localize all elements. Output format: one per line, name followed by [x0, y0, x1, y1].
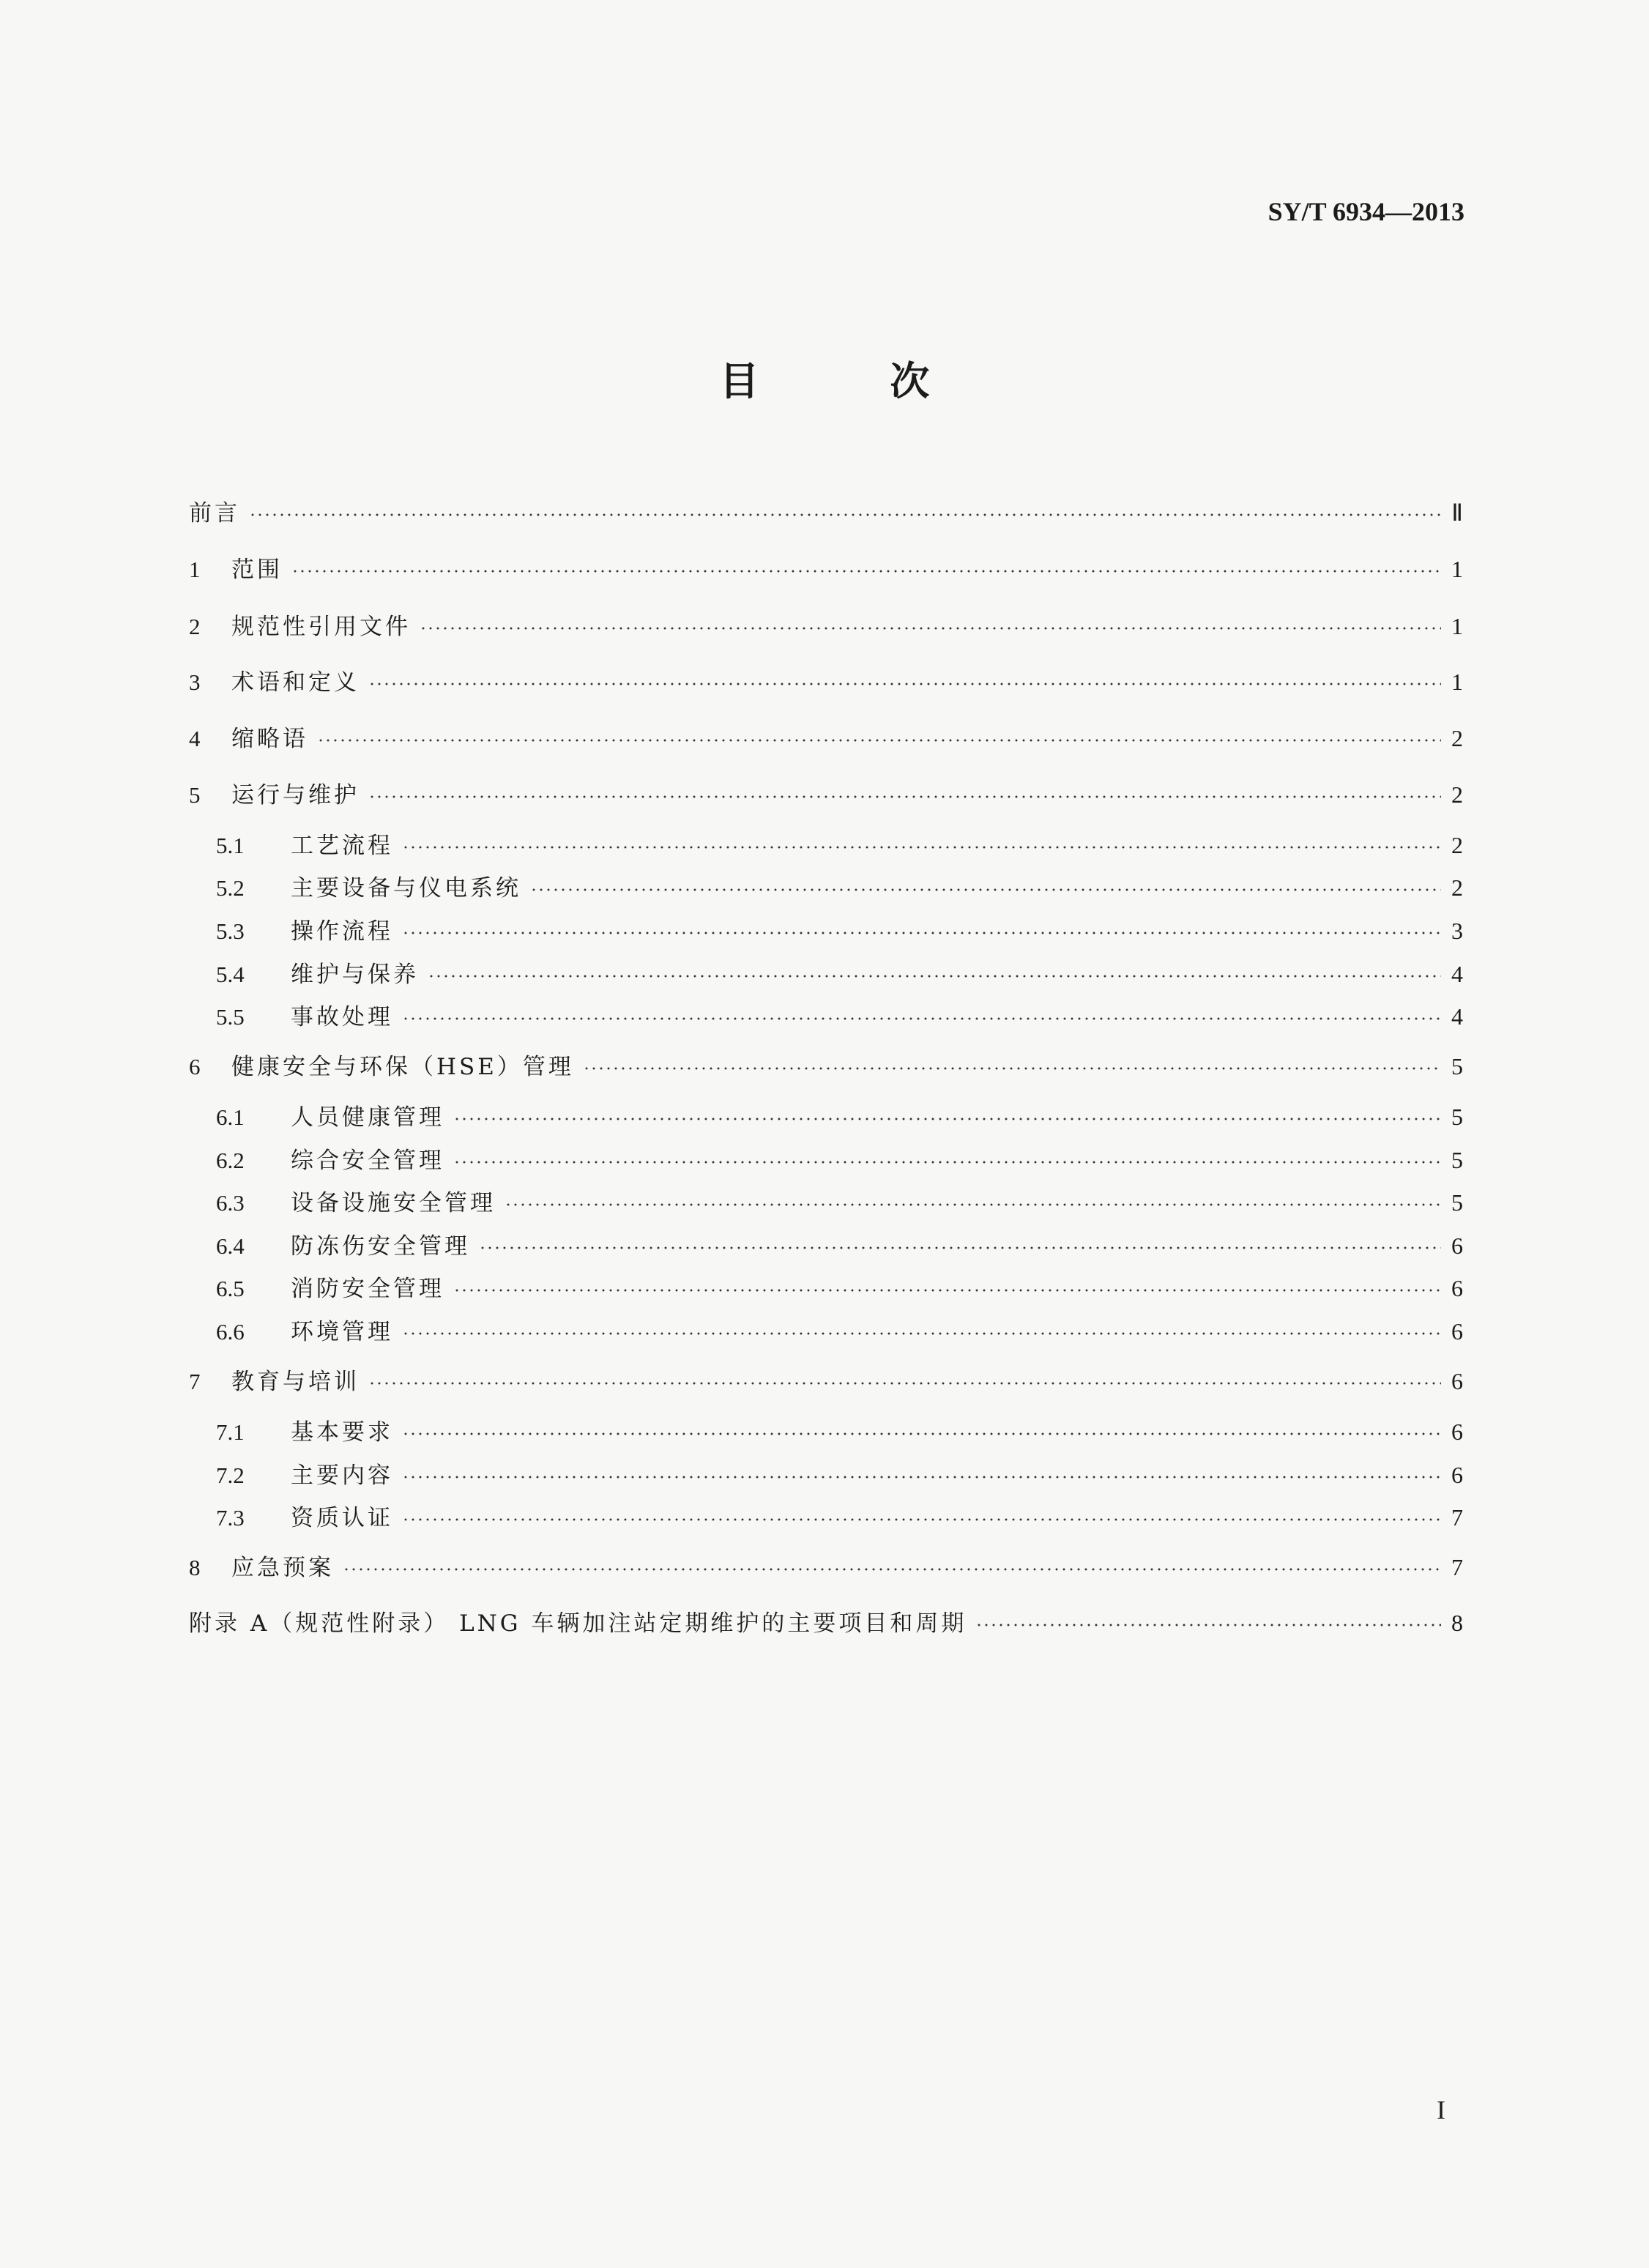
toc-leader-dots [453, 1161, 1441, 1164]
toc-entry[interactable] [189, 551, 1463, 586]
toc-leader-dots [402, 1432, 1441, 1435]
toc-entry-number: 6.2 [216, 1148, 245, 1173]
toc-entry[interactable] [216, 1227, 1463, 1263]
toc-entry-page: 6 [1451, 1419, 1463, 1445]
toc-entry-number: 6.5 [216, 1276, 245, 1301]
toc-entry[interactable] [189, 1048, 1463, 1083]
toc-entry-number: 5 [189, 782, 201, 808]
toc-leader-dots [317, 739, 1441, 742]
toc-entry-label: 环境管理 [291, 1319, 393, 1345]
toc-entry-page: Ⅱ [1451, 499, 1463, 526]
toc-entry-page: 5 [1451, 1189, 1463, 1216]
toc-entry-number: 8 [189, 1555, 201, 1580]
toc-entry-page: 2 [1451, 725, 1463, 751]
toc-leader-dots [402, 1518, 1441, 1521]
toc-entry-number: 6.1 [216, 1104, 245, 1130]
toc-entry-label: 主要内容 [291, 1462, 393, 1489]
toc-leader-dots [402, 1332, 1441, 1335]
toc-entry-number: 6.4 [216, 1233, 245, 1259]
toc-entry-page: 6 [1451, 1275, 1463, 1301]
toc-entry-label: 运行与维护 [231, 782, 360, 808]
toc-leader-dots [428, 975, 1441, 978]
toc-entry-number: 7.3 [216, 1505, 245, 1531]
toc-entry[interactable] [216, 1413, 1463, 1449]
toc-entry-number: 5.3 [216, 918, 245, 944]
page-folio: I [1437, 2095, 1445, 2124]
toc-entry[interactable] [189, 776, 1463, 811]
toc-entry-page: 1 [1451, 556, 1463, 582]
toc-entry-label: 主要设备与仪电系统 [291, 875, 521, 901]
toc-entry-number: 7 [189, 1369, 201, 1394]
toc-entry-page: 5 [1451, 1104, 1463, 1130]
toc-leader-dots [402, 1476, 1441, 1479]
toc-leader-dots [291, 570, 1441, 573]
toc-entry-number: 5.2 [216, 875, 245, 901]
toc-leader-dots [249, 513, 1441, 516]
toc-entry[interactable] [189, 663, 1463, 699]
toc-entry-label: 健康安全与环保（HSE）管理 [231, 1054, 574, 1080]
toc-entry[interactable] [216, 1457, 1463, 1492]
toc-entry-label: 事故处理 [291, 1004, 393, 1030]
toc-entry-page: 6 [1451, 1318, 1463, 1345]
toc-entry[interactable] [216, 869, 1463, 904]
toc-entry-label: 操作流程 [291, 918, 393, 945]
toc-leader-dots [368, 683, 1441, 685]
toc-entry-page: 1 [1451, 613, 1463, 639]
toc-entry-page: 5 [1451, 1053, 1463, 1079]
toc-entry[interactable] [216, 956, 1463, 991]
toc-entry-number: 6.3 [216, 1190, 245, 1216]
toc-entry[interactable] [189, 1363, 1463, 1398]
toc-entry-label: 人员健康管理 [291, 1104, 444, 1131]
toc-entry[interactable] [216, 1499, 1463, 1534]
toc-entry-page: 2 [1451, 832, 1463, 858]
toc-leader-dots [479, 1246, 1441, 1249]
toc-entry-page: 1 [1451, 669, 1463, 695]
toc-entry-page: 6 [1451, 1462, 1463, 1488]
toc-entry-label: 资质认证 [291, 1505, 393, 1531]
toc-entry[interactable] [216, 1313, 1463, 1348]
toc-entry-label: 综合安全管理 [291, 1148, 444, 1174]
toc-entry-label: 防冻伤安全管理 [291, 1233, 470, 1260]
toc-entry-page: 7 [1451, 1504, 1463, 1531]
toc-entry-page: 7 [1451, 1554, 1463, 1580]
toc-entry-number: 6.6 [216, 1319, 245, 1345]
toc-leader-dots [583, 1067, 1441, 1070]
toc-entry[interactable] [189, 1605, 1463, 1640]
toc-entry-page: 6 [1451, 1232, 1463, 1259]
toc-entry-number: 7.2 [216, 1462, 245, 1488]
toc-entry-label: 应急预案 [231, 1555, 334, 1581]
toc-leader-dots [343, 1568, 1441, 1571]
toc-entry-label: 范围 [231, 557, 283, 583]
toc-entry-number: 5.5 [216, 1004, 245, 1030]
toc-entry-label: 消防安全管理 [291, 1276, 444, 1302]
toc-entry[interactable] [216, 1184, 1463, 1219]
toc-entry[interactable] [216, 1098, 1463, 1134]
toc-entry-page: 2 [1451, 874, 1463, 901]
toc-leader-dots [453, 1289, 1441, 1292]
toc-entry-label: 附录 A（规范性附录） LNG 车辆加注站定期维护的主要项目和周期 [189, 1610, 967, 1637]
toc-entry-label: 基本要求 [291, 1419, 393, 1446]
toc-leader-dots [368, 795, 1441, 798]
toc-leader-dots [402, 1017, 1441, 1020]
toc-entry-number: 5.1 [216, 833, 245, 858]
toc-entry-page: 3 [1451, 918, 1463, 944]
toc-entry-page: 4 [1451, 961, 1463, 987]
toc-entry[interactable] [216, 998, 1463, 1033]
toc-entry-label: 规范性引用文件 [231, 614, 411, 640]
standard-number: SY/T 6934—2013 [1268, 197, 1464, 226]
toc-entry-number: 3 [189, 669, 201, 695]
toc-leader-dots [402, 846, 1441, 849]
toc-entry-page: 5 [1451, 1147, 1463, 1173]
toc-entry-number: 4 [189, 726, 201, 751]
toc-entry[interactable] [189, 494, 1463, 529]
toc-entry-label: 缩略语 [231, 726, 308, 752]
toc-entry-label: 教育与培训 [231, 1369, 360, 1395]
toc-entry-page: 4 [1451, 1003, 1463, 1030]
toc-leader-dots [505, 1203, 1441, 1206]
toc-entry-number: 6 [189, 1054, 201, 1079]
toc-leader-dots [368, 1382, 1441, 1385]
toc-entry-page: 2 [1451, 781, 1463, 808]
toc-entry[interactable] [189, 1549, 1463, 1584]
toc-entry-page: 8 [1451, 1610, 1463, 1636]
toc-entry-label: 维护与保养 [291, 962, 419, 988]
toc-leader-dots [420, 627, 1441, 630]
toc-entry[interactable] [216, 1142, 1463, 1177]
toc-entry-number: 5.4 [216, 962, 245, 987]
toc-entry-label: 术语和定义 [231, 669, 360, 696]
toc-entry-number: 1 [189, 557, 201, 582]
toc-entry-number: 7.1 [216, 1419, 245, 1445]
page-title: 目 次 [719, 358, 989, 404]
toc-entry[interactable] [216, 827, 1463, 862]
toc-leader-dots [402, 932, 1441, 934]
toc-entry-label: 设备设施安全管理 [291, 1190, 496, 1216]
toc-entry-label: 工艺流程 [291, 833, 393, 859]
toc-entry-label: 前言 [189, 500, 240, 527]
toc-leader-dots [453, 1118, 1441, 1120]
toc-entry[interactable] [189, 720, 1463, 755]
toc-entry[interactable] [216, 912, 1463, 948]
toc-leader-dots [530, 888, 1441, 891]
toc-entry-number: 2 [189, 614, 201, 639]
toc-entry[interactable] [189, 608, 1463, 643]
toc-entry-page: 6 [1451, 1368, 1463, 1394]
toc-leader-dots [975, 1624, 1441, 1626]
toc-entry[interactable] [216, 1270, 1463, 1305]
